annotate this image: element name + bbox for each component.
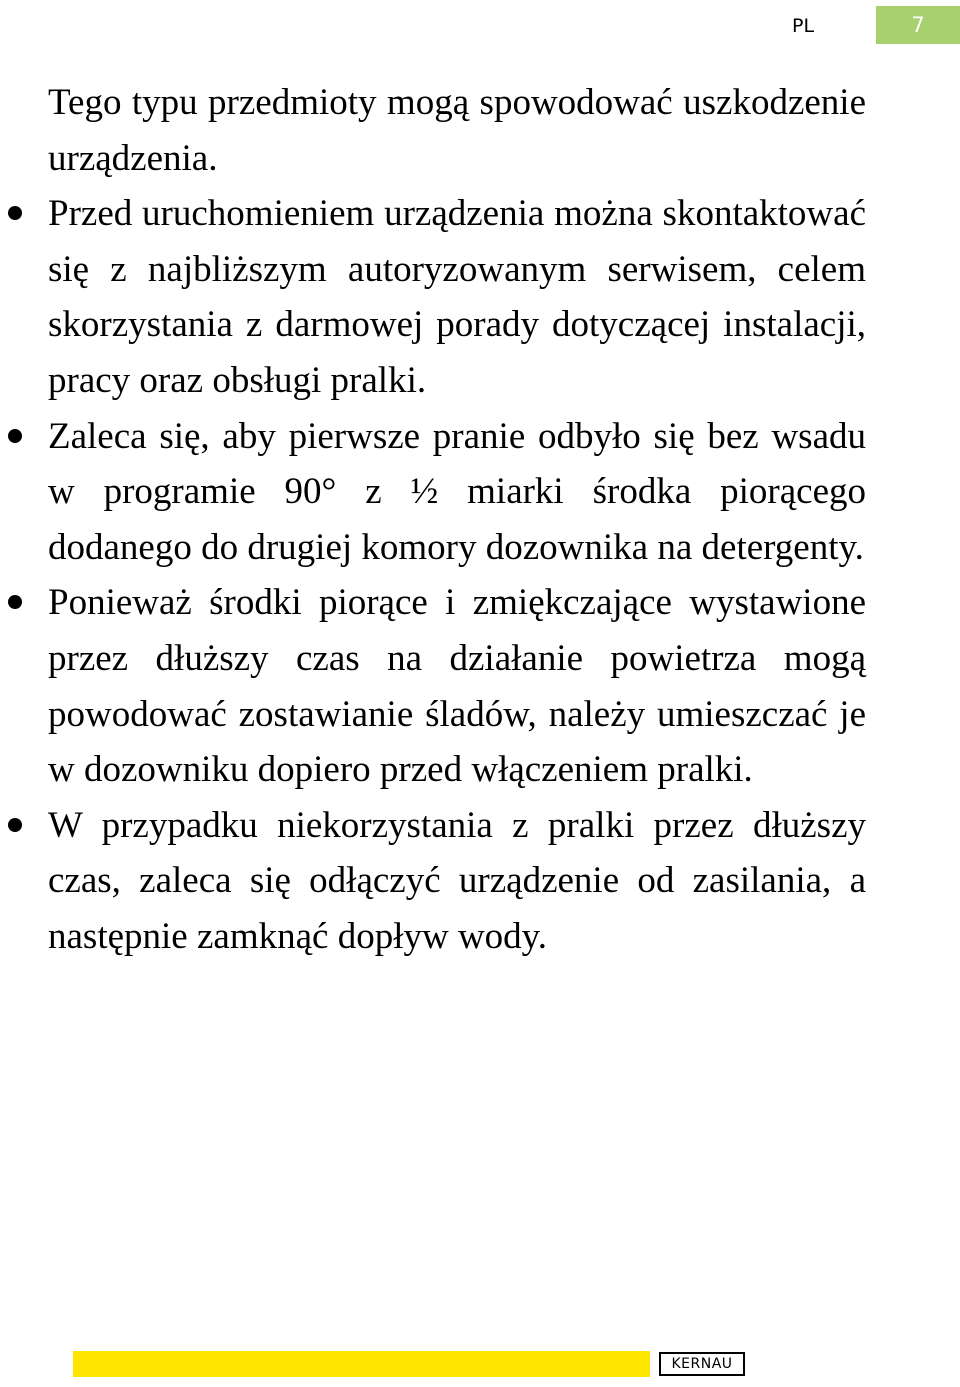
list-item-text: Przed uruchomieniem urządzenia można skontaktować się z najbliższym autoryzowanym serwisem, celem skorzystania z darmowej porady dotyczącej instalacji, pracy oraz obsługi pralki. xyxy=(48,193,866,401)
intro-paragraph: Tego typu przedmioty mogą spowodować uszkodzenie urządzenia. xyxy=(48,82,866,179)
footer-accent-bar xyxy=(73,1351,650,1377)
brand-logo: KERNAU xyxy=(659,1352,745,1376)
list-item-text: W przypadku niekorzystania z pralki przez dłuższy czas, zaleca się odłączyć urządzenie od zasilania, a następnie zamknąć dopływ wody. xyxy=(48,804,866,957)
manual-text xyxy=(48,75,866,965)
bullet-icon xyxy=(8,595,22,609)
list-item xyxy=(48,575,866,797)
instruction-list xyxy=(48,186,866,964)
list-item-text: Ponieważ środki piorące i zmiękczające wystawione przez dłuższy czas na działanie powietrza mogą powodować zostawianie śladów, należy umieszczać je w dozowniku dopiero przed włączeniem pralki. xyxy=(48,582,866,791)
page-number-badge: 7 xyxy=(876,6,960,44)
bullet-icon xyxy=(8,429,22,443)
list-item xyxy=(48,798,866,965)
bullet-icon xyxy=(8,206,22,220)
language-label: PL xyxy=(792,15,815,37)
list-item-text: Zaleca się, aby pierwsze pranie odbyło się bez wsadu w programie 90° z ½ miarki środka piorącego dodanego do drugiej komory dozownika na detergenty. xyxy=(48,415,866,568)
list-item xyxy=(48,186,866,408)
bullet-icon xyxy=(8,818,22,832)
list-item xyxy=(48,409,866,576)
